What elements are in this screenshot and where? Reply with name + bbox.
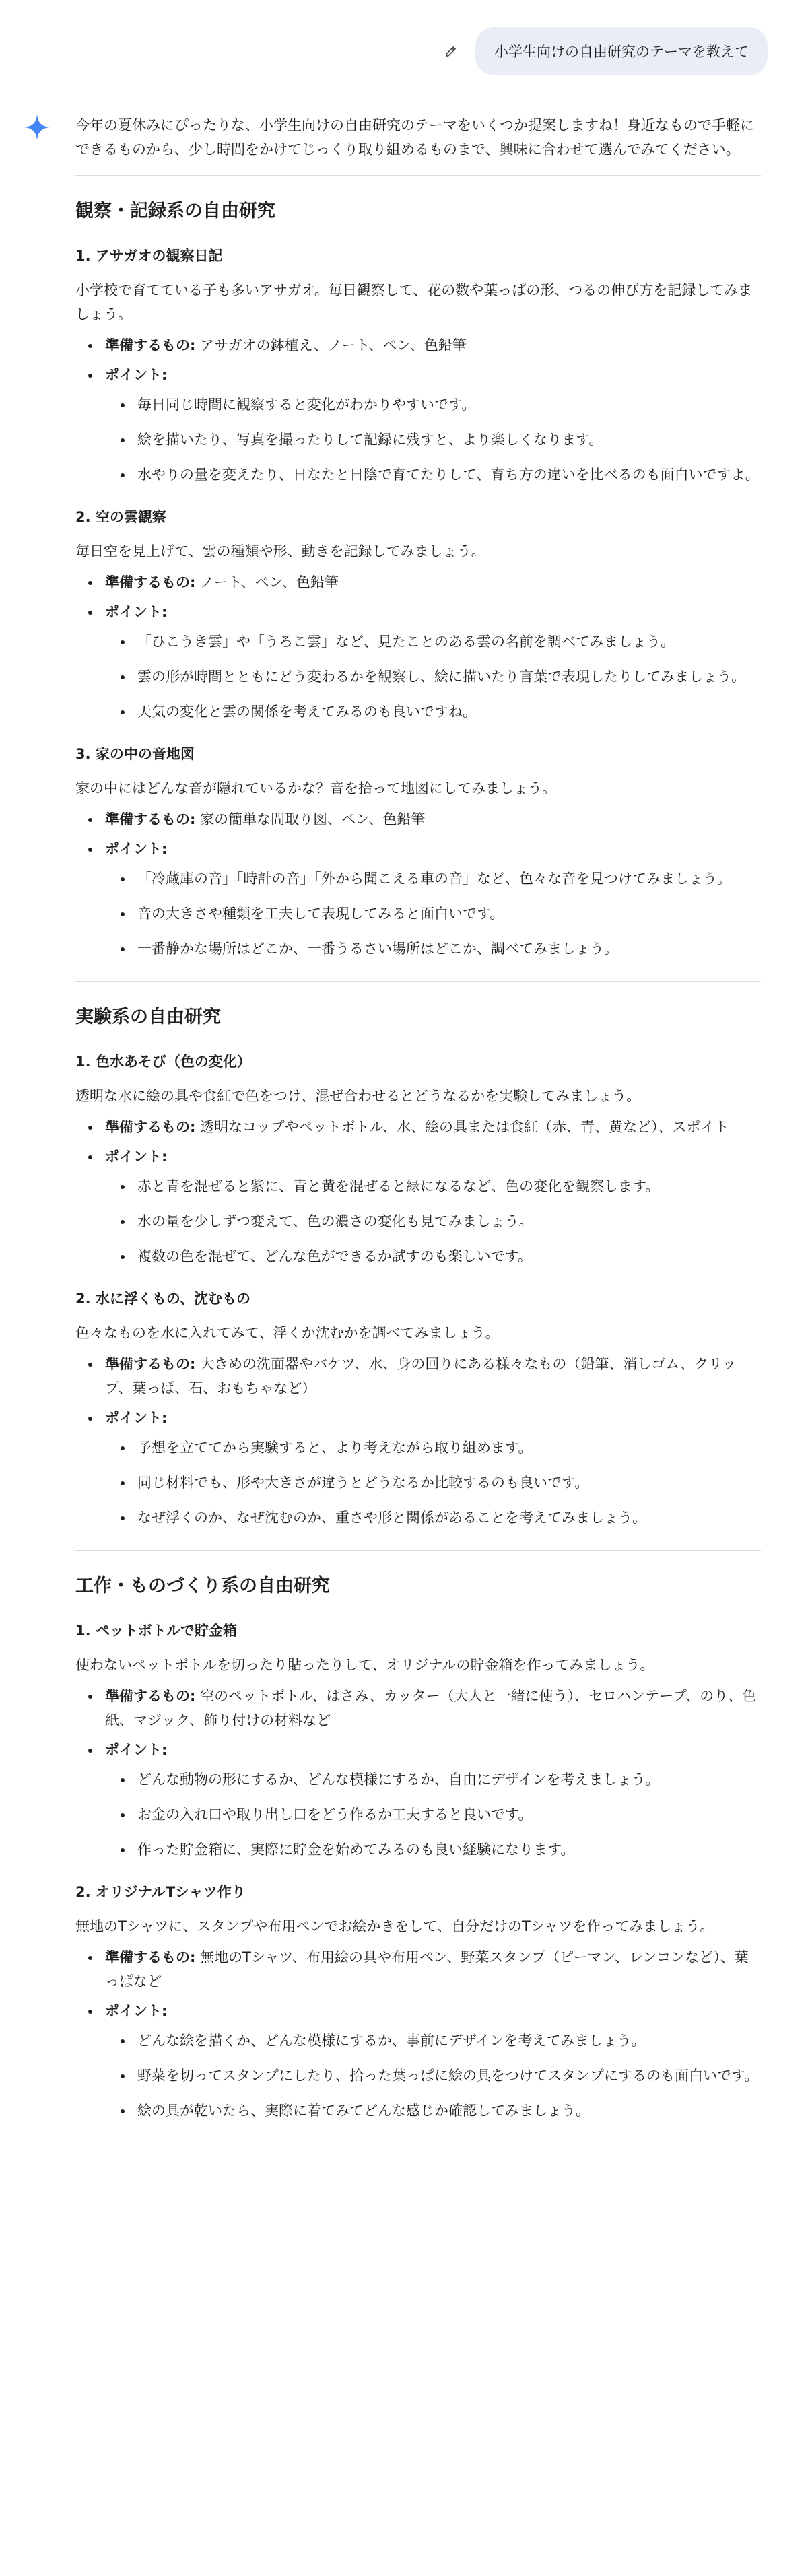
- user-prompt-bubble: 小学生向けの自由研究のテーマを教えて: [475, 27, 768, 75]
- theme-detail-list: [75, 807, 761, 961]
- section-title: 実験系の自由研究: [75, 1007, 221, 1027]
- prep-text: 透明なコップやペットボトル、水、絵の具または食紅（赤、青、黄など）、スポイト: [200, 1119, 729, 1135]
- point-item: • 同じ材料でも、形や大きさが違うとどうなるか比較するのも良いです。: [133, 1470, 761, 1495]
- point-item: • 絵の具が乾いたら、実際に着てみてどんな感じか確認してみましょう。: [133, 2099, 761, 2123]
- point-item: • 一番静かな場所はどこか、一番うるさい場所はどこか、調べてみましょう。: [133, 937, 761, 961]
- prep-text: 無地のTシャツ、布用絵の具や布用ペン、野菜スタンプ（ピーマン、レンコンなど）、葉っぱなど: [105, 1949, 749, 1990]
- points-list: [105, 393, 761, 487]
- theme-title: 1. 色水あそび（色の変化）: [75, 1054, 251, 1070]
- points-label: ポイント:: [105, 1149, 168, 1165]
- sparkle-icon: [23, 113, 51, 141]
- prep-list-item: [101, 333, 761, 358]
- theme-description: 家の中にはどんな音が隠れているかな？音を拾って地図にしてみましょう。: [75, 780, 556, 796]
- point-item: • 毎日同じ時間に観察すると変化がわかりやすいです。: [133, 393, 761, 417]
- points-list-item: [101, 1406, 761, 1530]
- points-list-item: [101, 600, 761, 724]
- prep-list-item: [101, 1684, 761, 1732]
- theme-detail-list: [75, 570, 761, 724]
- prep-label: 準備するもの:: [105, 1356, 196, 1372]
- theme-detail-list: [75, 333, 761, 487]
- points-list: [105, 1767, 761, 1862]
- user-message-row: [439, 27, 768, 75]
- prep-label: 準備するもの:: [105, 1688, 196, 1704]
- prep-text: 家の簡単な間取り図、ペン、色鉛筆: [200, 811, 426, 827]
- theme-title: 1. ペットボトルで貯金箱: [75, 1623, 237, 1639]
- prep-list-item: [101, 570, 761, 595]
- point-item: • 作った貯金箱に、実際に貯金を始めてみるのも良い経験になります。: [133, 1837, 761, 1862]
- prep-text: アサガオの鉢植え、ノート、ペン、色鉛筆: [200, 337, 467, 353]
- prep-label: 準備するもの:: [105, 574, 196, 590]
- points-label: ポイント:: [105, 604, 168, 620]
- points-list: [105, 1174, 761, 1268]
- points-label: ポイント:: [105, 367, 168, 383]
- theme-description: 透明な水に絵の具や食紅で色をつけ、混ぜ合わせるとどうなるかを実験してみましょう。: [75, 1088, 641, 1104]
- point-item: • 水の量を少しずつ変えて、色の濃さの変化も見てみましょう。: [133, 1209, 761, 1233]
- theme-description: 無地のTシャツに、スタンプや布用ペンでお絵かきをして、自分だけのTシャツを作ってみましょう。: [75, 1918, 714, 1934]
- prep-list-item: [101, 1115, 761, 1139]
- point-item: • 雲の形が時間とともにどう変わるかを観察し、絵に描いたり言葉で表現したりしてみましょう。: [133, 665, 761, 689]
- point-item: • 絵を描いたり、写真を撮ったりして記録に残すと、より楽しくなります。: [133, 428, 761, 452]
- theme-description: 小学校で育てている子も多いアサガオ。毎日観察して、花の数や葉っぱの形、つるの伸び方を記録してみましょう。: [75, 282, 753, 323]
- points-list: [105, 867, 761, 961]
- prep-text: 大きめの洗面器やバケツ、水、身の回りにある様々なもの（鉛筆、消しゴム、クリップ、葉っぱ、石、おもちゃなど）: [105, 1356, 737, 1396]
- point-item: • どんな絵を描くか、どんな模様にするか、事前にデザインを考えてみましょう。: [133, 2029, 761, 2053]
- section-divider: [75, 175, 761, 176]
- assistant-response: [75, 113, 761, 2143]
- theme-detail-list: [75, 1945, 761, 2123]
- prep-list-item: [101, 807, 761, 832]
- points-label: ポイント:: [105, 1742, 168, 1758]
- point-item: • 音の大きさや種類を工夫して表現してみると面白いです。: [133, 902, 761, 926]
- theme-description: 使わないペットボトルを切ったり貼ったりして、オリジナルの貯金箱を作ってみましょう。: [75, 1657, 654, 1673]
- prep-text: ノート、ペン、色鉛筆: [200, 574, 339, 590]
- theme-title: 2. 空の雲観察: [75, 509, 166, 525]
- section-divider: [75, 981, 761, 982]
- points-list: [105, 630, 761, 724]
- point-item: • 「冷蔵庫の音」「時計の音」「外から聞こえる車の音」など、色々な音を見つけてみましょう。: [133, 867, 761, 891]
- points-label: ポイント:: [105, 2003, 168, 2019]
- theme-title: 3. 家の中の音地図: [75, 746, 195, 762]
- points-list-item: [101, 1738, 761, 1862]
- pencil-icon: [444, 44, 459, 59]
- section-divider: [75, 1550, 761, 1551]
- theme-description: 毎日空を見上げて、雲の種類や形、動きを記録してみましょう。: [75, 543, 485, 560]
- points-list: [105, 1435, 761, 1530]
- point-item: • 水やりの量を変えたり、日なたと日陰で育てたりして、育ち方の違いを比べるのも面白いですよ。: [133, 463, 761, 487]
- points-label: ポイント:: [105, 841, 168, 857]
- prep-label: 準備するもの:: [105, 1119, 196, 1135]
- prep-label: 準備するもの:: [105, 811, 196, 827]
- prep-list-item: [101, 1352, 761, 1400]
- point-item: • 予想を立ててから実験すると、より考えながら取り組めます。: [133, 1435, 761, 1460]
- prep-label: 準備するもの:: [105, 337, 196, 353]
- points-list-item: [101, 837, 761, 961]
- prep-text: 空のペットボトル、はさみ、カッター（大人と一緒に使う）、セロハンテープ、のり、色紙、マジック、飾り付けの材料など: [105, 1688, 757, 1728]
- theme-title: 2. 水に浮くもの、沈むもの: [75, 1291, 251, 1307]
- points-list-item: [101, 363, 761, 487]
- point-item: • お金の入れ口や取り出し口をどう作るか工夫すると良いです。: [133, 1802, 761, 1827]
- points-list-item: [101, 1145, 761, 1268]
- prep-list-item: [101, 1945, 761, 1994]
- section-title: 観察・記録系の自由研究: [75, 201, 275, 222]
- point-item: • 野菜を切ってスタンプにしたり、拾った葉っぱに絵の具をつけてスタンプにするのも面白いです。: [133, 2064, 761, 2088]
- points-list: [105, 2029, 761, 2123]
- point-item: • 複数の色を混ぜて、どんな色ができるか試すのも楽しいです。: [133, 1244, 761, 1268]
- section-title: 工作・ものづくり系の自由研究: [75, 1575, 330, 1596]
- theme-detail-list: [75, 1115, 761, 1268]
- theme-title: 1. アサガオの観察日記: [75, 248, 223, 264]
- point-item: • 「ひこうき雲」や「うろこ雲」など、見たことのある雲の名前を調べてみましょう。: [133, 630, 761, 654]
- point-item: • なぜ浮くのか、なぜ沈むのか、重さや形と関係があることを考えてみましょう。: [133, 1505, 761, 1530]
- points-list-item: [101, 1999, 761, 2123]
- points-label: ポイント:: [105, 1410, 168, 1426]
- prep-label: 準備するもの:: [105, 1949, 196, 1965]
- edit-prompt-button[interactable]: [439, 39, 463, 63]
- theme-detail-list: [75, 1352, 761, 1530]
- theme-title: 2. オリジナルTシャツ作り: [75, 1884, 246, 1900]
- point-item: • 赤と青を混ぜると紫に、青と黄を混ぜると緑になるなど、色の変化を観察します。: [133, 1174, 761, 1198]
- theme-detail-list: [75, 1684, 761, 1862]
- point-item: • どんな動物の形にするか、どんな模様にするか、自由にデザインを考えましょう。: [133, 1767, 761, 1792]
- point-item: • 天気の変化と雲の関係を考えてみるのも良いですね。: [133, 700, 761, 724]
- intro-paragraph: 今年の夏休みにぴったりな、小学生向けの自由研究のテーマをいくつか提案しますね！身近なもので手軽にできるものから、少し時間をかけてじっくり取り組めるものまで、興味に合わせて選んでみてください。: [75, 117, 754, 158]
- theme-description: 色々なものを水に入れてみて、浮くか沈むかを調べてみましょう。: [75, 1325, 500, 1341]
